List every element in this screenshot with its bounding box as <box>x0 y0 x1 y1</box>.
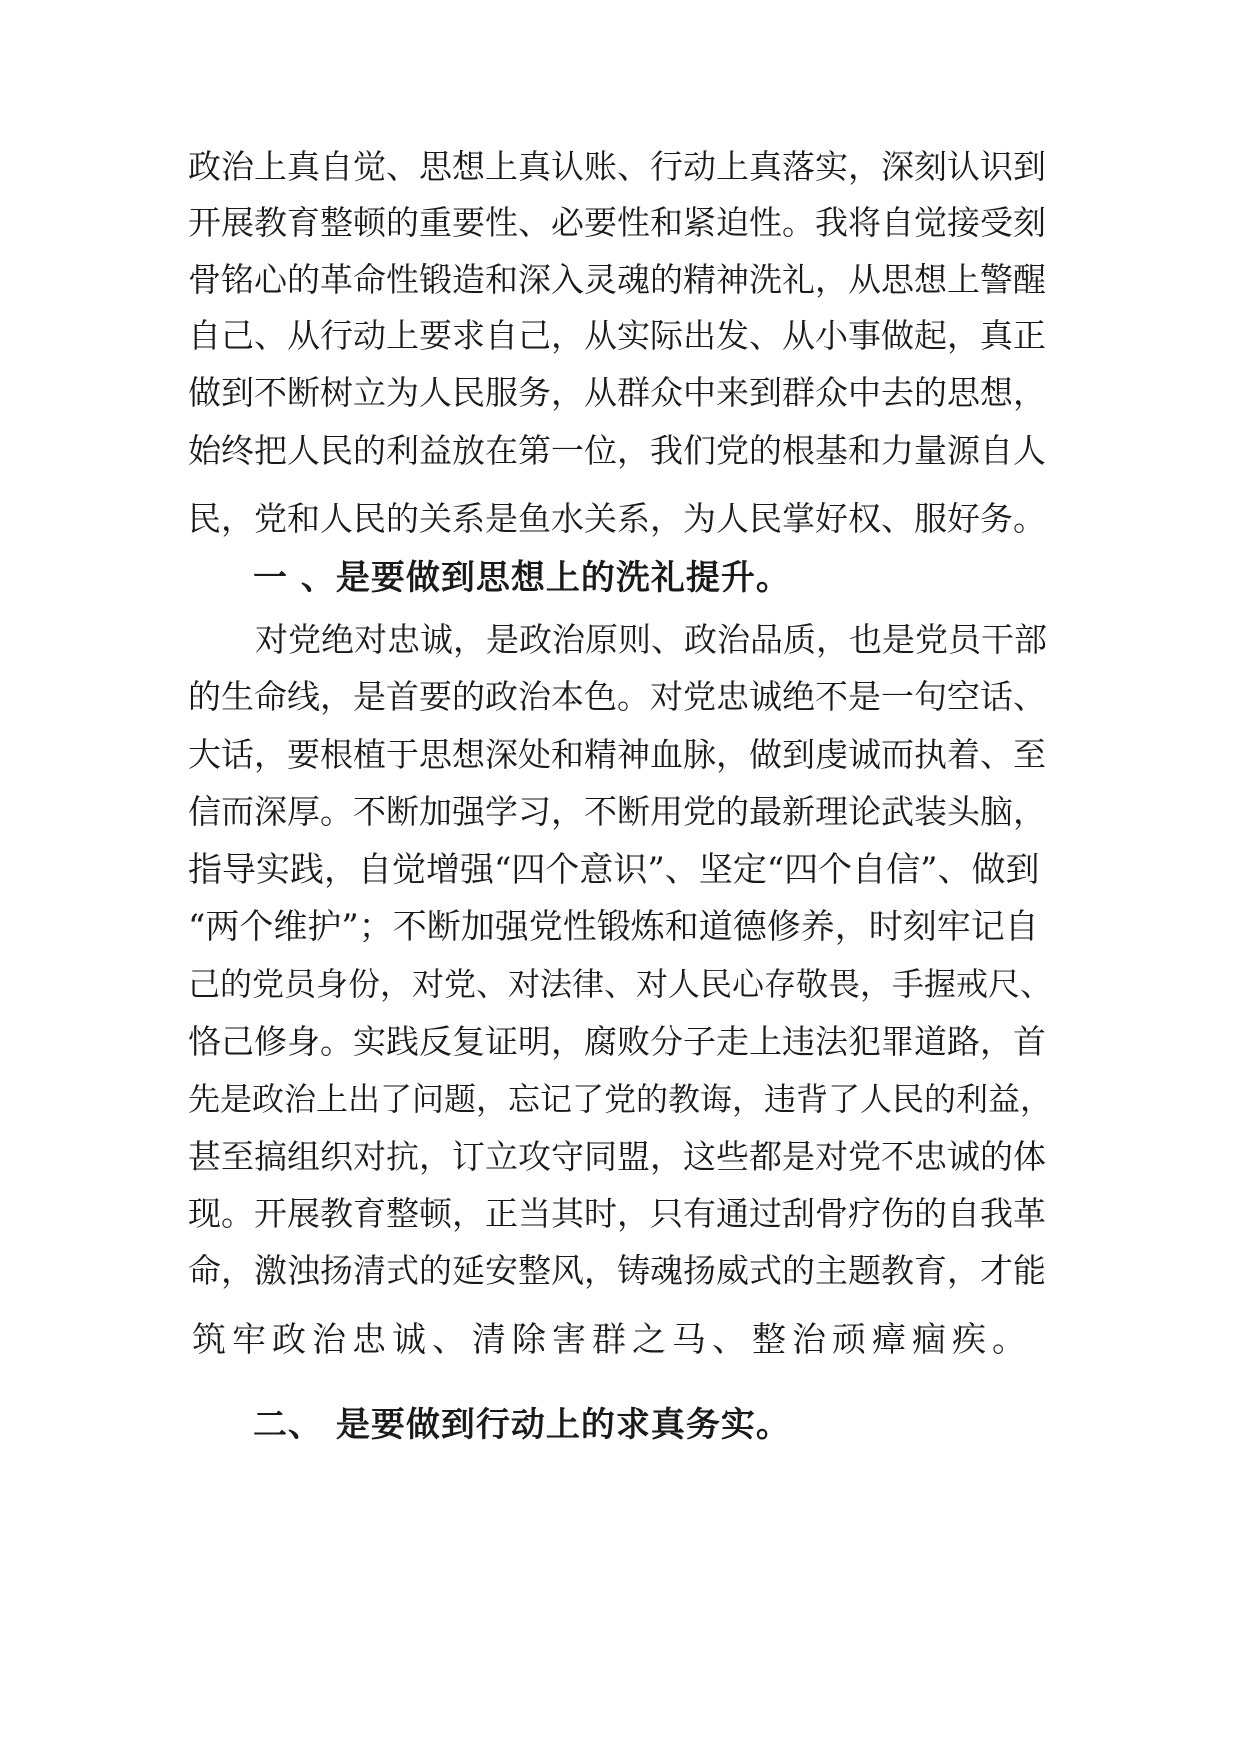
paragraph-2-line: 对党绝对忠诚，是政治原则、政治品质，也是党员干部 <box>255 620 1047 659</box>
paragraph-2-line: 恪己修身。实践反复证明，腐败分子走上违法犯罪道路，首 <box>188 1022 1046 1061</box>
paragraph-2-line: 的生命线，是首要的政治本色。对党忠诚绝不是一句空话、 <box>188 677 1046 716</box>
paragraph-2-line: 大话，要根植于思想深处和精神血脉，做到虔诚而执着、至 <box>188 735 1046 774</box>
paragraph-1-line: 政治上真自觉、思想上真认账、行动上真落实，深刻认识到 <box>188 147 1046 186</box>
paragraph-1-line: 始终把人民的利益放在第一位，我们党的根基和力量源自人 <box>188 431 1046 470</box>
paragraph-2-line: 己的党员身份，对党、对法律、对人民心存敬畏，手握戒尺、 <box>188 965 1053 1003</box>
paragraph-2-line: 筑牢政治忠诚、清除害群之马、整治顽瘴痼疾。 <box>192 1320 1032 1360</box>
paragraph-2-line: 甚至搞组织对抗，订立攻守同盟，这些都是对党不忠诚的体 <box>188 1137 1046 1176</box>
paragraph-1-line: 做到不断树立为人民服务，从群众中来到群众中去的思想， <box>188 373 1046 412</box>
paragraph-2-line: 信而深厚。不断加强学习，不断用党的最新理论武装头脑， <box>188 792 1046 831</box>
paragraph-1-line: 开展教育整顿的重要性、必要性和紧迫性。我将自觉接受刻 <box>188 203 1046 242</box>
paragraph-2-line: 指导实践，自觉增强“四个意识”、坚定“四个自信”、做到 <box>188 850 1040 890</box>
paragraph-1-line: 民，党和人民的关系是鱼水关系，为人民掌好权、服好务。 <box>188 499 1046 538</box>
section-heading-1: 一 、是要做到思想上的洗礼提升。 <box>253 558 791 598</box>
section-heading-2: 二、 是要做到行动上的求真务实。 <box>253 1405 791 1445</box>
paragraph-2-line: 现。开展教育整顿，正当其时，只有通过刮骨疗伤的自我革 <box>188 1194 1046 1233</box>
paragraph-2-line: “两个维护”；不断加强党性锻炼和道德修养，时刻牢记自 <box>188 907 1039 947</box>
paragraph-1-line: 自己、从行动上要求自己，从实际出发、从小事做起，真正 <box>188 316 1046 355</box>
paragraph-2-line: 命，激浊扬清式的延安整风，铸魂扬威式的主题教育，才能 <box>188 1251 1046 1290</box>
paragraph-2-line: 先是政治上出了问题，忘记了党的教诲，违背了人民的利益， <box>188 1080 1053 1118</box>
paragraph-1-line: 骨铭心的革命性锻造和深入灵魂的精神洗礼，从思想上警醒 <box>188 260 1046 299</box>
